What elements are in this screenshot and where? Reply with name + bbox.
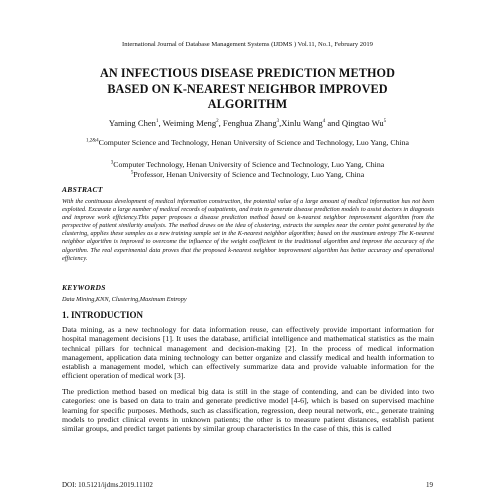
author-sup: 4 [322,119,326,125]
affiliation-text: Computer Technology, Henan University of Science and Technology, Luo Yang, China [113,160,385,169]
affiliation [20,138,475,148]
keywords-text: Data Mining,KNN, Clustering,Maximum Entropy [62,296,187,303]
affiliation [20,170,475,180]
introduction-heading: 1. INTRODUCTION [62,310,144,320]
author-list [20,118,475,128]
author-name: and Qingtao Wu [325,118,384,128]
introduction-paragraph: Data mining, as a new technology for data information reuse, can effectively provide important information for hospital management decisions [1]. It uses the database, artificial intelligence and mathematical statistics as the main technical pillars for technical management and decision-making [2]. In the process of medical information management, application data mining technology can better organize and classify medical and health information to establish a management model, which can effectively summarize data and provide valuable information for the efficient operation of medical work [3]. [62,325,434,381]
abstract-text: With the continuous development of medical information construction, the potential value of a large amount of medical information has not been exploited. Excavate a large number of medical records of outpatients, and train to generate disease prediction models to assist doctors in diagnosis and improve work efficiency.This paper proposes a disease prediction method based on k-nearest neighbor improvement algorithm from the perspective of patient similarity analysis. The method draws on the idea of clustering, extracts the samples near the center point generated by the clustering, applies these samples as a new training sample set in the K-nearest neighbor algorithm; based on the maximum entropy The K-nearest neighbor algorithm is improved to overcome the influence of the weight coefficient in the traditional algorithm and improve the accuracy of the algorithm. The real experimental data proves that the proposed k-nearest neighbor improvement algorithm has better accuracy and operational efficiency. [62,198,434,262]
author-name: Yaming Chen [108,118,156,128]
author-name: ,Xinlu Wang [279,118,323,128]
introduction-paragraph: The prediction method based on medical big data is still in the stage of contending, and can be divided into two categories: one is based on data to train and generate predictive model [4-6], which is based on supervised machine learning for specific purposes. Methods, such as classification, regression, deep neural network, etc., generate training models to predict clinical events in unknown patients; the other is to measure patient distances, establish patient similar groups, and predict target patients by similar group characteristics In the case of this, this is called [62,387,434,434]
author-name: , Fenghua Zhang [218,118,277,128]
abstract-heading: ABSTRACT [62,185,103,194]
title-line: BASED ON K-NEAREST NEIGHBOR IMPROVED [107,81,388,96]
affiliation-sup: 3 [110,160,114,166]
affiliation-text: Professor, Henan University of Science and Technology, Luo Yang, China [133,170,365,179]
author-sup: 1 [155,119,159,125]
affiliation-sup: 5 [130,170,134,176]
paper-title [40,66,455,113]
title-line: ALGORITHM [207,97,288,111]
affiliation-sup: 1,2&4 [86,138,99,144]
journal-header: International Journal of Database Management Systems (IJDMS ) Vol.11, No.1, February 2019 [122,41,373,48]
author-sup: 3 [276,119,280,125]
keywords-heading: KEYWORDS [62,283,106,292]
affiliation-text: Computer Science and Technology, Henan University of Science and Technology, Luo Yang, China [98,138,409,147]
affiliation [20,160,475,170]
author-sup: 2 [216,119,219,125]
doi-link[interactable]: DOI: 10.5121/ijdms.2019.11102 [62,481,153,489]
page-number: 19 [426,481,433,489]
author-sup: 5 [383,119,387,125]
author-name: , Weiming Meng [158,118,217,128]
title-line: AN INFECTIOUS DISEASE PREDICTION METHOD [99,66,396,80]
